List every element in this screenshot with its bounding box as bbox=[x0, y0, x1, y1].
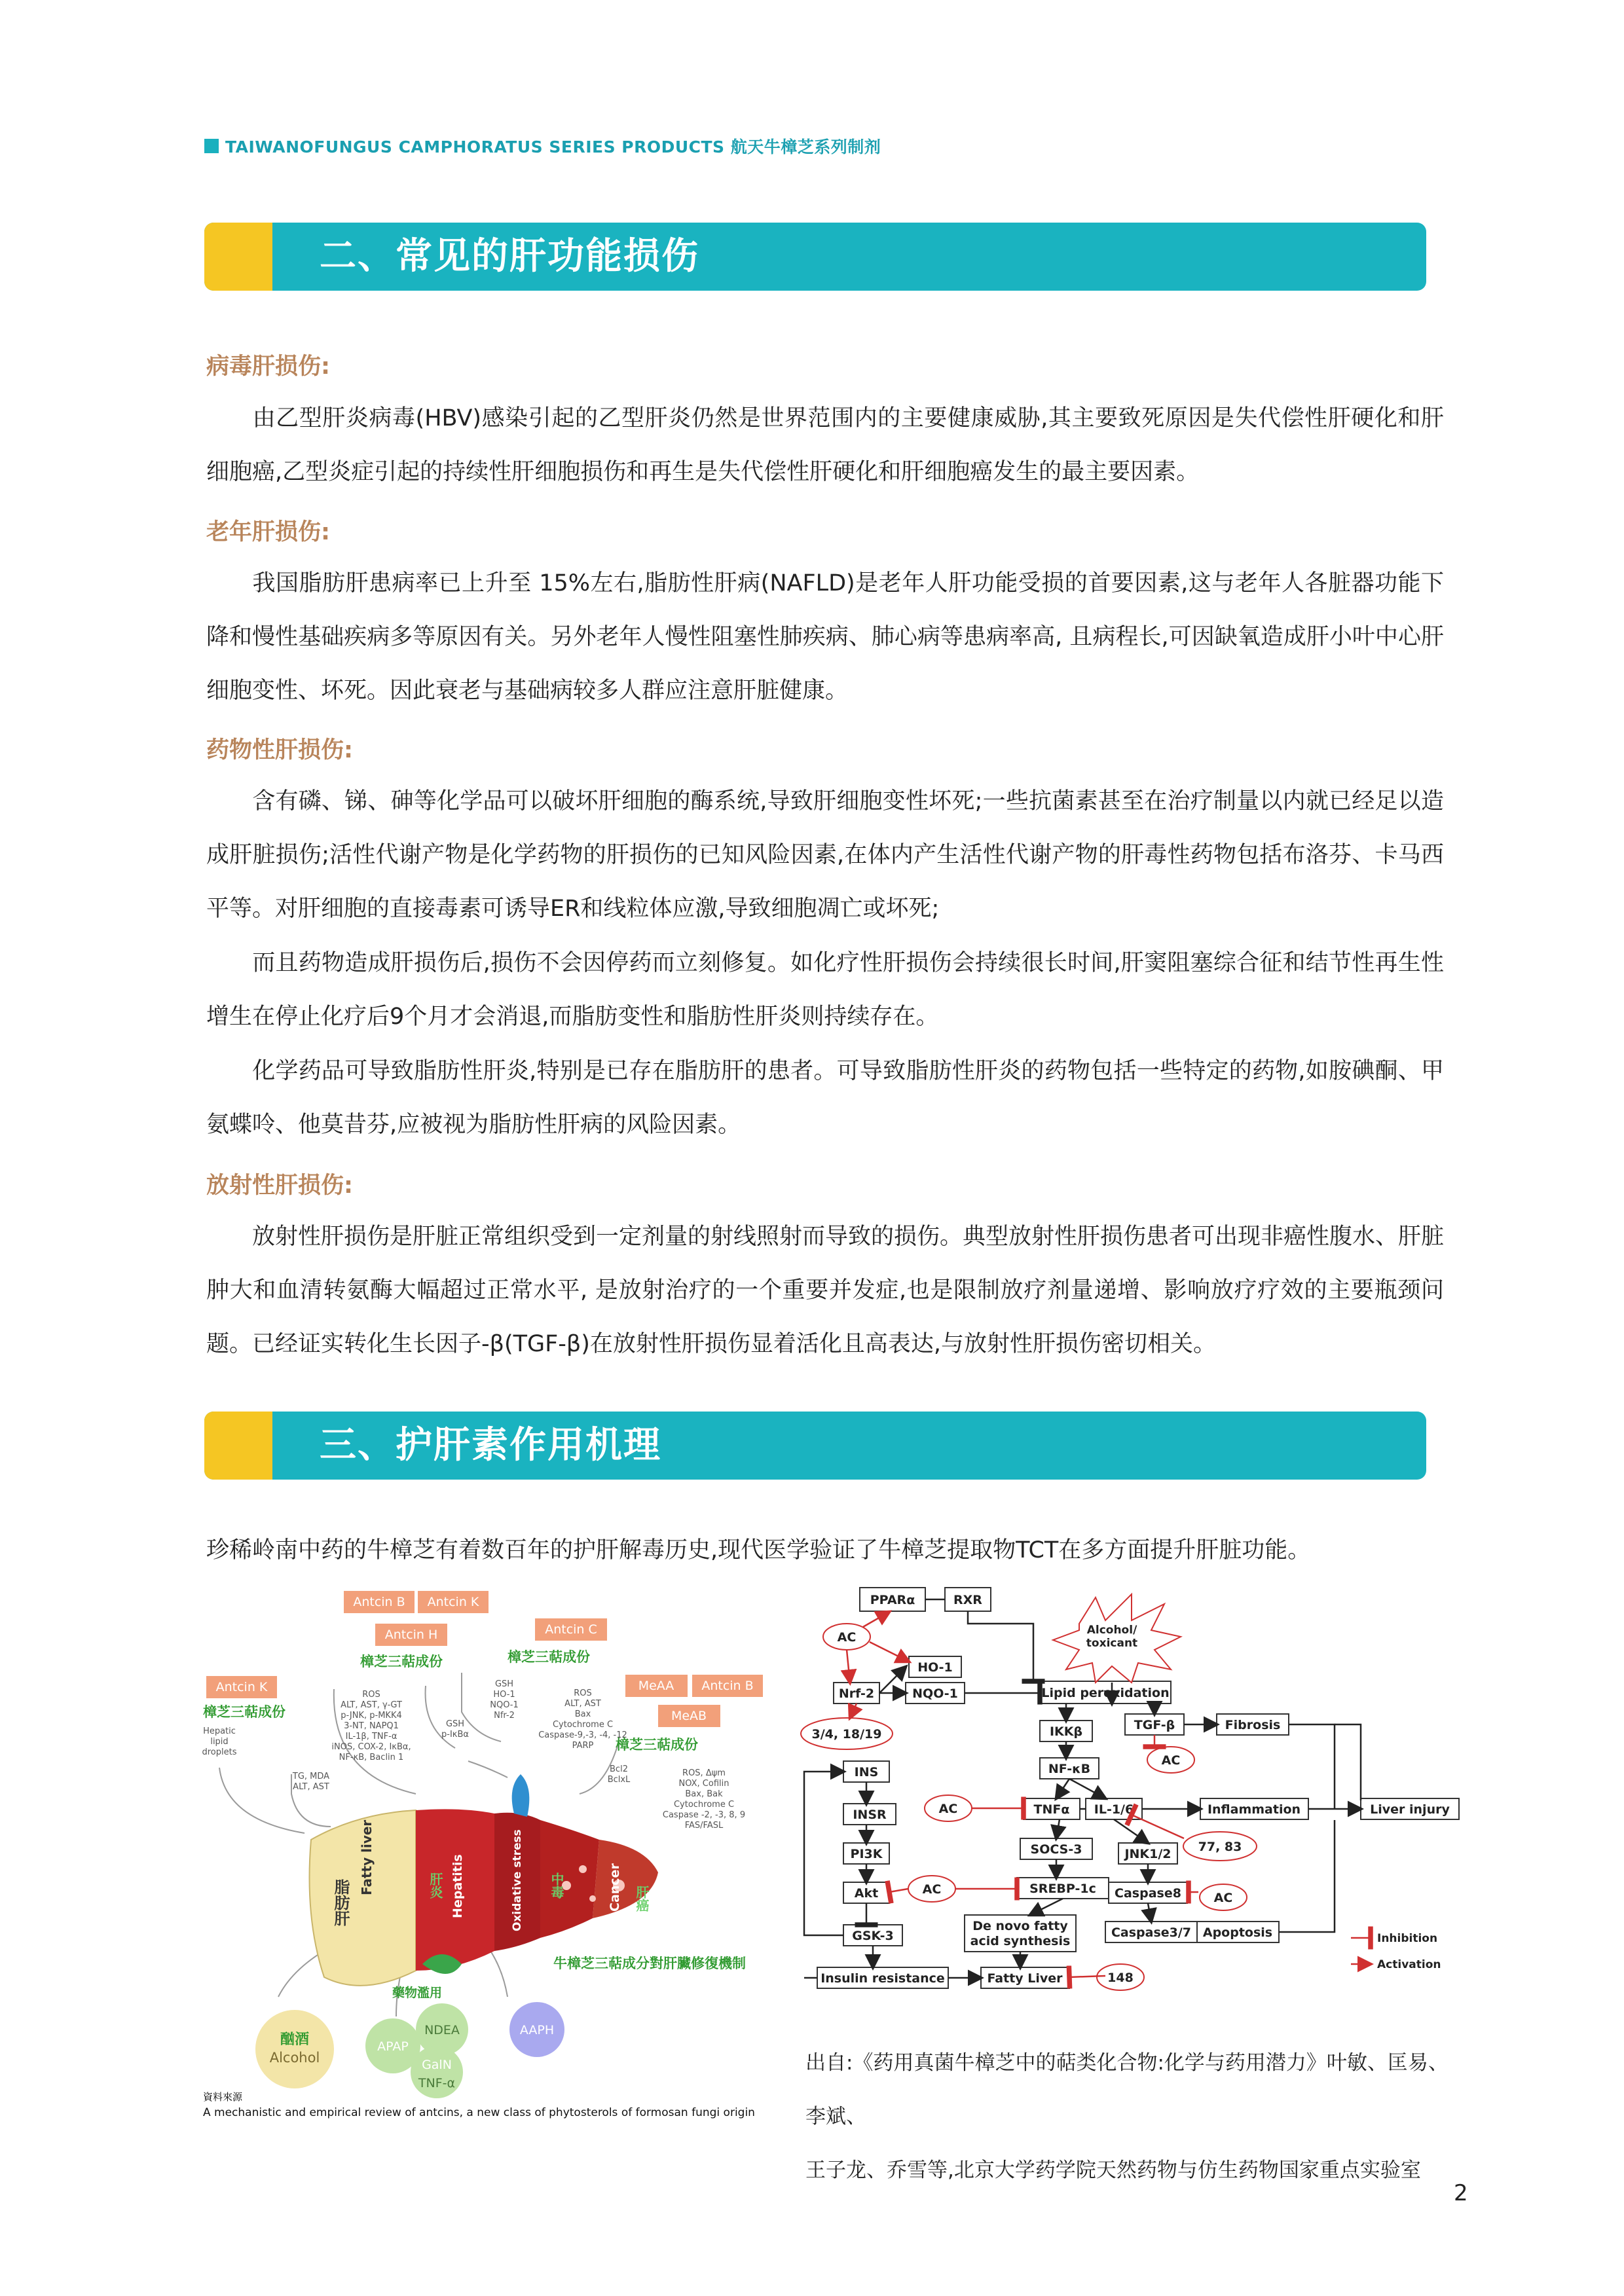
tgfb-label: TGF-β bbox=[1134, 1718, 1175, 1732]
banner-accent bbox=[204, 223, 272, 291]
ac-label-4: AC bbox=[922, 1882, 942, 1897]
marker-ros-1: ROS bbox=[362, 1690, 380, 1700]
ndea-label: NDEA bbox=[424, 2023, 460, 2037]
fatty-liver-label: Fatty Liver bbox=[987, 1971, 1063, 1986]
caption-line-1: 出自:《药用真菌牛樟芝中的萜类化合物:化学与药用潜力》叶敏、匡易、李斌、 bbox=[805, 2051, 1449, 2128]
alcohol-en: Alcohol bbox=[269, 2050, 320, 2066]
page-number: 2 bbox=[1454, 2180, 1468, 2206]
paragraph-viral: 由乙型肝炎病毒(HBV)感染引起的乙型肝炎仍然是世界范围内的主要健康威胁,其主要致死原因是失代偿性肝硬化和肝细胞癌,乙型炎症引起的持续性肝细胞损伤和再生是失代偿性肝硬化和肝细胞癌发生的最主要因素。 bbox=[206, 405, 1444, 485]
ac-label-3: AC bbox=[938, 1802, 958, 1816]
fatty-liver-cn: 脂肪肝 bbox=[331, 1879, 350, 1926]
apoptosis-label: Apoptosis bbox=[1202, 1925, 1273, 1940]
insr-label: INSR bbox=[853, 1808, 887, 1822]
ac-label-5: AC bbox=[1213, 1891, 1233, 1905]
subheading-viral: 病毒肝损伤: bbox=[206, 354, 330, 380]
source-reference: A mechanistic and empirical review of antcins, a new class of phytosterols of formosan fungi origin bbox=[203, 2106, 755, 2119]
marker-ros2-3: Bax bbox=[574, 1709, 591, 1719]
ho1-label: HO-1 bbox=[917, 1660, 953, 1675]
section3-intro: 珍稀岭南中药的牛樟芝有着数百年的护肝解毒历史,现代医学验证了牛樟芝提取物TCT在多方面提升肝脏功能。 bbox=[206, 1537, 1311, 1563]
pi3k-label: PI3K bbox=[850, 1847, 883, 1861]
paragraph-drug-2: 而且药物造成肝损伤后,损伤不会因停药而立刻修复。如化疗性肝损伤会持续很长时间,肝窦阻塞综合征和结节性再生性增生在停止化疗后9个月才会消退,而脂肪变性和脂肪性肝炎则持续存在。 bbox=[206, 950, 1444, 1030]
marker-ros2-4: Cytochrome C bbox=[552, 1720, 614, 1730]
marker-hepatic-1: Hepatic bbox=[203, 1726, 236, 1736]
tnfa-label: TNFα bbox=[1033, 1802, 1070, 1817]
cancer-en: Cancer bbox=[608, 1863, 622, 1912]
ins-label: INS bbox=[854, 1765, 879, 1779]
marker-ros2-2: ALT, AST bbox=[564, 1699, 601, 1709]
marker-ros3-2: NOX, Cofilin bbox=[678, 1779, 729, 1789]
akt-label: Akt bbox=[854, 1886, 879, 1901]
socs3-label: SOCS-3 bbox=[1030, 1842, 1082, 1857]
gsk3-label: GSK-3 bbox=[852, 1929, 894, 1943]
section3-title: 三、护肝素作用机理 bbox=[320, 1424, 661, 1467]
rxr-label: RXR bbox=[953, 1593, 982, 1607]
apap-label: APAP bbox=[377, 2039, 409, 2054]
gallbladder bbox=[512, 1774, 530, 1817]
lipid-peroxidation-label: Lipid peroxidation bbox=[1041, 1686, 1170, 1700]
compound-7783-label: 77, 83 bbox=[1198, 1840, 1242, 1854]
marker-ros3-4: Cytochrome C bbox=[673, 1800, 735, 1810]
insulin-resistance-label: Insulin resistance bbox=[821, 1971, 945, 1986]
compound-148-label: 148 bbox=[1107, 1971, 1134, 1985]
header-square-icon bbox=[204, 139, 219, 153]
alcohol-cn: 酗酒 bbox=[280, 2032, 310, 2048]
ikkb-label: IKKβ bbox=[1049, 1724, 1083, 1739]
nrf2-label: Nrf-2 bbox=[838, 1686, 875, 1701]
ac-label-1: AC bbox=[837, 1630, 857, 1645]
denovo-label-1: De novo fatty bbox=[972, 1919, 1068, 1933]
repair-mechanism-label: 牛樟芝三萜成分對肝臟修復機制 bbox=[553, 1956, 746, 1971]
section3-banner bbox=[204, 1412, 1426, 1480]
antcin-c-label: Antcin C bbox=[545, 1622, 597, 1637]
antcin-k-label: Antcin K bbox=[215, 1680, 268, 1694]
marker-ros-4: 3-NT, NAPQ1 bbox=[344, 1721, 399, 1731]
marker-ros3-6: FAS/FASL bbox=[684, 1821, 724, 1831]
meaa-label: MeAA bbox=[638, 1679, 674, 1693]
marker-ros3-3: Bax, Bak bbox=[685, 1789, 723, 1799]
galn-circle bbox=[411, 2046, 463, 2098]
denovo-label-2: acid synthesis bbox=[970, 1934, 1071, 1948]
marker-ros-2: ALT, AST, γ-GT bbox=[341, 1700, 402, 1710]
triterpene-label-4: 樟芝三萜成份 bbox=[616, 1737, 698, 1753]
running-header-text: TAIWANOFUNGUS CAMPHORATUS SERIES PRODUCTS 航天牛樟芝系列制剂 bbox=[225, 137, 881, 156]
inflammation-label: Inflammation bbox=[1207, 1802, 1301, 1817]
paragraph-elderly: 我国脂肪肝患病率已上升至 15%左右,脂肪性肝病(NAFLD)是老年人肝功能受损的首要因素,这与老年人各脏器功能下降和慢性基础疾病多等原因有关。另外老年人慢性阻塞性肺疾病、肺心病等患病率高, 且病程长,可因缺氧造成肝小叶中心肝细胞变性、坏死。因此衰老与基础病较多人群应注意肝脏健康。 bbox=[206, 570, 1444, 704]
figure-caption bbox=[805, 2036, 1467, 2197]
marker-ros2-5: Caspase-9,-3, -4, -12 bbox=[538, 1730, 627, 1740]
marker-gsh2-3: NQO-1 bbox=[490, 1700, 519, 1710]
compound-3418-label: 3/4, 18/19 bbox=[811, 1727, 882, 1741]
drug-abuse-label: 藥物濫用 bbox=[392, 1986, 443, 2000]
jnk-label: JNK1/2 bbox=[1124, 1847, 1172, 1861]
banner-accent bbox=[204, 1412, 272, 1480]
marker-gsh2-1: GSH bbox=[494, 1679, 514, 1689]
caspase37-label: Caspase3/7 bbox=[1111, 1925, 1192, 1940]
marker-gsh-1: GSH bbox=[445, 1719, 465, 1729]
triterpene-label-2: 樟芝三萜成份 bbox=[507, 1649, 590, 1665]
legend-activation-label: Activation bbox=[1377, 1958, 1441, 1971]
il16-label: IL-1/6 bbox=[1094, 1802, 1134, 1817]
galn-label: GalN bbox=[422, 2058, 452, 2072]
marker-ros-6: iNOS, COX-2, IκBα, bbox=[331, 1742, 411, 1752]
marker-bcl-2: BclxL bbox=[607, 1775, 631, 1785]
oxidative-stress-en: Oxidative stress bbox=[511, 1829, 524, 1931]
antcin-h-label: Antcin H bbox=[384, 1628, 438, 1642]
section2-banner bbox=[204, 223, 1426, 291]
paragraph-drug-3: 化学药品可导致脂肪性肝炎,特别是已存在脂肪肝的患者。可导致脂肪性肝炎的药物包括一些特定的药物,如胺碘酮、甲氨蝶呤、他莫昔芬,应被视为脂肪性肝病的风险因素。 bbox=[206, 1058, 1444, 1138]
marker-tgmda-2: ALT, AST bbox=[293, 1782, 329, 1792]
antcin-b-label-1: Antcin B bbox=[353, 1595, 405, 1609]
marker-ros2-6: PARP bbox=[572, 1741, 594, 1751]
marker-ros-7: NF-κB, Baclin 1 bbox=[339, 1753, 404, 1762]
hepatitis-cn: 肝炎 bbox=[428, 1872, 443, 1899]
paragraph-drug-1: 含有磷、锑、砷等化学品可以破坏肝细胞的酶系统,导致肝细胞变性坏死;一些抗菌素甚至在治疗制量以内就已经足以造成肝脏损伤;活性代谢产物是化学药物的肝损伤的已知风险因素,在体内产生活性代谢产物的肝毒性药物包括布洛芬、卡马西平等。对肝细胞的直接毒素可诱导ER和线粒体应激,导致细胞凋亡或坏死; bbox=[206, 788, 1444, 922]
liver-mechanism-figure bbox=[200, 1578, 776, 2128]
caspase8-label: Caspase8 bbox=[1115, 1886, 1181, 1901]
triterpene-label-3: 樟芝三萜成份 bbox=[203, 1704, 286, 1720]
aaph-label: AAPH bbox=[519, 2023, 555, 2037]
triterpene-label-1: 樟芝三萜成份 bbox=[360, 1654, 443, 1669]
running-header bbox=[204, 134, 881, 158]
caption-line-2: 王子龙、乔雪等,北京大学药学院天然药物与仿生药物国家重点实验室 bbox=[805, 2159, 1421, 2182]
nqo1-label: NQO-1 bbox=[912, 1686, 958, 1701]
marker-ros3-5: Caspase -2, -3, 8, 9 bbox=[662, 1810, 746, 1820]
marker-bcl-1: Bcl2 bbox=[610, 1764, 628, 1774]
antcin-b-label-2: Antcin B bbox=[701, 1679, 754, 1693]
meab-label: MeAB bbox=[671, 1709, 707, 1723]
fatty-liver-en: Fatty liver bbox=[359, 1819, 375, 1895]
antcin-k-label-2: Antcin K bbox=[427, 1595, 479, 1609]
nfkb-label: NF-κB bbox=[1048, 1762, 1091, 1776]
antcin-boxes bbox=[206, 1591, 763, 1727]
marker-gsh2-4: Nfr-2 bbox=[494, 1711, 515, 1721]
pathway-figure bbox=[798, 1584, 1472, 2030]
marker-ros-3: p-JNK, p-MKK4 bbox=[341, 1711, 402, 1721]
subheading-radiation: 放射性肝损伤: bbox=[206, 1173, 353, 1199]
section2-title: 二、常见的肝功能损伤 bbox=[320, 235, 699, 278]
marker-ros3-1: ROS, Δψm bbox=[682, 1768, 726, 1778]
fibrosis-label: Fibrosis bbox=[1225, 1718, 1281, 1732]
subheading-drug: 药物性肝损伤: bbox=[206, 737, 353, 763]
srebp-label: SREBP-1c bbox=[1029, 1882, 1096, 1896]
alcohol-label-1: Alcohol/ bbox=[1086, 1624, 1137, 1637]
ac-label-2: AC bbox=[1161, 1753, 1181, 1768]
legend-inhibition-label: Inhibition bbox=[1377, 1932, 1438, 1945]
subheading-elderly: 老年肝损伤: bbox=[206, 519, 330, 545]
marker-gsh2-2: HO-1 bbox=[493, 1690, 515, 1700]
liver-injury-label: Liver injury bbox=[1370, 1802, 1450, 1817]
marker-hepatic-2: lipid bbox=[210, 1737, 229, 1747]
marker-tgmda-1: TG, MDA bbox=[292, 1772, 330, 1781]
toxic-cn: 中毒 bbox=[549, 1872, 564, 1899]
hepatitis-en: Hepatitis bbox=[451, 1854, 465, 1918]
marker-ros-5: IL-1β, TNF-α bbox=[345, 1732, 397, 1741]
marker-hepatic-3: droplets bbox=[202, 1747, 237, 1757]
pparα-label: PPARα bbox=[870, 1593, 915, 1607]
alcohol-label-2: toxicant bbox=[1086, 1637, 1138, 1650]
marker-gsh-2: p-IκBα bbox=[441, 1730, 469, 1740]
source-label: 資料來源 bbox=[203, 2091, 243, 2103]
tnf-label: TNF-α bbox=[418, 2076, 456, 2090]
paragraph-radiation: 放射性肝损伤是肝脏正常组织受到一定剂量的射线照射而导致的损伤。典型放射性肝损伤患者可出现非癌性腹水、肝脏肿大和血清转氨酶大幅超过正常水平, 是放射治疗的一个重要并发症,也是限制放疗剂量递增、影响放疗疗效的主要瓶颈问题。已经证实转化生长因子-β(TGF-β)在放射性肝损伤显着活化且高表达,与放射性肝损伤密切相关。 bbox=[206, 1224, 1445, 1357]
cancer-cn: 肝癌 bbox=[634, 1886, 650, 1912]
alcohol-circle bbox=[255, 2010, 334, 2088]
marker-ros2-1: ROS bbox=[574, 1688, 592, 1698]
